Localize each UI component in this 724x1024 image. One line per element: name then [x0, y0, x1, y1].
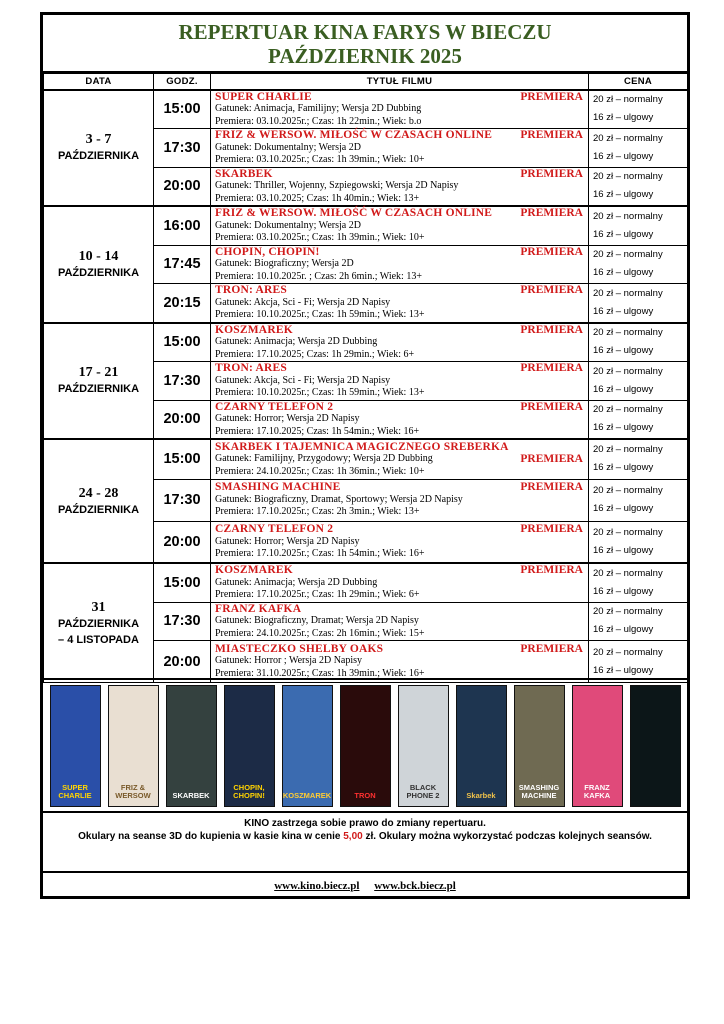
price-cell	[589, 479, 688, 521]
film-cell	[211, 167, 589, 206]
film-title: CZARNY TELEFON 2	[215, 523, 334, 535]
movie-poster	[50, 685, 101, 807]
film-cell	[211, 90, 589, 129]
price-normal: 20 zł – normalny	[593, 287, 663, 299]
film-title-line	[215, 207, 583, 220]
poster-label: SMASHING MACHINE	[518, 782, 560, 800]
poster-label: SKARBEK	[172, 790, 210, 800]
table-row	[44, 439, 688, 479]
price-cell	[589, 323, 688, 362]
poster-label: CHOPIN, CHOPIN!	[233, 782, 265, 800]
film-cell	[211, 400, 589, 439]
premiere-badge: PREMIERA	[520, 453, 583, 465]
week-date-cell	[44, 90, 154, 207]
notes-line-2-end: zł. Okulary można wykorzystać podczas kolejnych seansów.	[362, 831, 652, 842]
table-row	[44, 206, 688, 245]
film-title-line	[215, 324, 583, 337]
price-reduced: 16 zł – ulgowy	[593, 544, 654, 556]
week-month: PAŹDZIERNIKA	[57, 617, 140, 630]
table-row	[44, 90, 688, 129]
film-genre-line	[215, 453, 583, 466]
film-genre: Gatunek: Akcja, Sci - Fi; Wersja 2D Napisy	[215, 374, 391, 386]
week-days: 31	[91, 599, 106, 615]
premiere-badge: PREMIERA	[520, 523, 583, 535]
film-cell	[211, 245, 589, 284]
film-title-line	[215, 168, 583, 181]
poster-label: SUPER CHARLIE	[58, 782, 92, 800]
show-time: 17:30	[154, 362, 211, 401]
film-info: Premiera: 03.10.2025; Czas: 1h 40min.; Wiek: 13+	[215, 192, 420, 204]
film-title: TRON: ARES	[215, 362, 287, 374]
price-reduced: 16 zł – ulgowy	[593, 150, 654, 162]
week-month: PAŹDZIERNIKA	[57, 383, 140, 396]
premiere-badge: PREMIERA	[520, 167, 583, 180]
film-title-line	[215, 284, 583, 297]
film-info: Premiera: 24.10.2025r.; Czas: 1h 36min.; Wiek: 10+	[215, 465, 425, 477]
movie-poster	[224, 685, 275, 807]
film-cell	[211, 521, 589, 563]
show-time: 20:00	[154, 167, 211, 206]
price-reduced: 16 zł – ulgowy	[593, 267, 654, 279]
poster-strip	[43, 678, 687, 811]
notes-line-1: KINO zastrzega sobie prawo do zmiany repertuaru.	[244, 818, 486, 829]
price-normal: 20 zł – normalny	[593, 606, 663, 618]
film-genre: Gatunek: Dokumentalny; Wersja 2D	[215, 219, 361, 231]
week-month: PAŹDZIERNIKA	[57, 150, 140, 163]
film-info: Premiera: 17.10.2025; Czas: 1h 54min.; Wiek: 16+	[215, 425, 420, 437]
page-subtitle: PAŹDZIERNIK 2025	[268, 44, 462, 68]
film-info: Premiera: 10.10.2025r. ; Czas: 2h 6min.; Wiek: 13+	[215, 270, 422, 282]
film-cell	[211, 563, 589, 602]
column-header-date: DATA	[44, 74, 154, 90]
notes-line-2-start: Okulary na seanse 3D do kupienia w kasie kina w cenie	[78, 831, 344, 842]
film-genre: Gatunek: Animacja; Wersja 2D Dubbing	[215, 336, 378, 347]
premiere-badge: PREMIERA	[520, 362, 583, 374]
price-normal: 20 zł – normalny	[593, 171, 663, 183]
premiere-badge: PREMIERA	[520, 284, 583, 296]
film-cell	[211, 323, 589, 362]
price-normal: 20 zł – normalny	[593, 210, 663, 222]
price-cell	[589, 563, 688, 602]
link-bck[interactable]: www.bck.biecz.pl	[374, 880, 456, 892]
price-reduced: 16 zł – ulgowy	[593, 228, 654, 240]
film-title: KOSZMAREK	[215, 564, 293, 576]
film-genre: Gatunek: Biograficzny, Dramat; Wersja 2D Napisy	[215, 615, 419, 626]
movie-poster	[456, 685, 507, 807]
show-time: 15:00	[154, 323, 211, 362]
film-title: FRIZ & WERSOW. MIŁOŚĆ W CZASACH ONLINE	[215, 129, 493, 141]
price-cell	[589, 362, 688, 401]
film-cell	[211, 602, 589, 641]
movie-poster	[108, 685, 159, 807]
poster-label: KOSZMAREK	[282, 790, 332, 800]
movie-poster	[282, 685, 333, 807]
show-time: 17:30	[154, 602, 211, 641]
film-info: Premiera: 24.10.2025r.; Czas: 2h 16min.; Wiek: 15+	[215, 627, 425, 639]
show-time: 20:15	[154, 284, 211, 323]
price-normal: 20 zł – normalny	[593, 132, 663, 144]
film-info: Premiera: 10.10.2025r.; Czas: 1h 59min.; Wiek: 13+	[215, 387, 425, 398]
film-cell	[211, 479, 589, 521]
show-time: 20:00	[154, 400, 211, 439]
film-genre: Gatunek: Familijny, Przygodowy; Wersja 2D Dubbing	[215, 453, 433, 464]
price-cell	[589, 602, 688, 641]
film-info: Premiera: 10.10.2025r.; Czas: 1h 59min.; Wiek: 13+	[215, 309, 425, 320]
film-title: FRIZ & WERSOW. MIŁOŚĆ W CZASACH ONLINE	[215, 207, 493, 219]
price-normal: 20 zł – normalny	[593, 646, 663, 658]
poster-label: FRANZ KAFKA	[583, 782, 611, 800]
film-title-line	[215, 481, 583, 494]
film-title: KOSZMAREK	[215, 323, 293, 336]
week-days: 3 - 7	[85, 132, 112, 148]
film-title-line	[215, 523, 583, 536]
film-info: Premiera: 31.10.2025r.; Czas: 1h 39min.; Wiek: 16+	[215, 667, 425, 679]
notes-line-2	[43, 830, 687, 843]
film-genre: Gatunek: Animacja, Familijny; Wersja 2D Dubbing	[215, 103, 422, 114]
week-month: PAŹDZIERNIKA	[57, 266, 140, 279]
show-time: 20:00	[154, 641, 211, 683]
page-header	[43, 15, 687, 73]
schedule-table	[43, 73, 688, 683]
film-title-line	[215, 246, 583, 259]
price-cell	[589, 641, 688, 683]
price-normal: 20 zł – normalny	[593, 444, 663, 456]
price-cell	[589, 400, 688, 439]
premiere-badge: PREMIERA	[520, 323, 583, 336]
price-reduced: 16 zł – ulgowy	[593, 345, 654, 357]
show-time: 17:30	[154, 129, 211, 168]
film-title-line	[215, 603, 583, 616]
film-title-line	[215, 362, 583, 375]
column-header-title: TYTUŁ FILMU	[211, 74, 589, 90]
price-normal: 20 zł – normalny	[593, 404, 663, 416]
film-title: SUPER CHARLIE	[215, 90, 312, 103]
price-cell	[589, 245, 688, 284]
premiere-badge: PREMIERA	[520, 564, 583, 576]
notes-section	[43, 811, 687, 871]
price-cell	[589, 129, 688, 168]
table-row	[44, 563, 688, 602]
week-date-cell	[44, 439, 154, 563]
premiere-badge: PREMIERA	[520, 129, 583, 141]
week-days: 24 - 28	[78, 485, 119, 501]
week-days: 10 - 14	[78, 248, 119, 264]
week-date-cell	[44, 323, 154, 440]
film-title-line	[215, 401, 583, 414]
glasses-price: 5,00	[343, 831, 363, 842]
film-title: SKARBEK I TAJEMNICA MAGICZNEGO SREBERKA	[215, 440, 509, 453]
film-cell	[211, 641, 589, 683]
film-info: Premiera: 17.10.2025; Czas: 1h 29min.; Wiek: 6+	[215, 348, 415, 360]
price-normal: 20 zł – normalny	[593, 567, 663, 579]
price-reduced: 16 zł – ulgowy	[593, 189, 654, 201]
film-title: SMASHING MACHINE	[215, 481, 341, 494]
week-date-cell	[44, 563, 154, 683]
price-normal: 20 zł – normalny	[593, 526, 663, 538]
film-title: SKARBEK	[215, 167, 273, 180]
film-info: Premiera: 03.10.2025r.; Czas: 1h 39min.; Wiek: 10+	[215, 232, 425, 243]
movie-poster	[340, 685, 391, 807]
table-header-row	[44, 74, 688, 90]
show-time: 17:30	[154, 479, 211, 521]
movie-poster	[514, 685, 565, 807]
film-title: TRON: ARES	[215, 284, 287, 296]
film-genre: Gatunek: Animacja; Wersja 2D Dubbing	[215, 576, 378, 588]
price-reduced: 16 zł – ulgowy	[593, 585, 654, 597]
show-time: 15:00	[154, 439, 211, 479]
movie-poster	[572, 685, 623, 807]
show-time: 15:00	[154, 563, 211, 602]
price-cell	[589, 521, 688, 563]
film-cell	[211, 439, 589, 479]
film-genre: Gatunek: Horror ; Wersja 2D Napisy	[215, 655, 363, 667]
price-reduced: 16 zł – ulgowy	[593, 503, 654, 514]
film-genre: Gatunek: Horror; Wersja 2D Napisy	[215, 413, 360, 424]
film-genre: Gatunek: Biograficzny; Wersja 2D	[215, 258, 354, 269]
film-info: Premiera: 17.10.2025r.; Czas: 2h 3min.; Wiek: 13+	[215, 506, 420, 518]
premiere-badge: PREMIERA	[520, 207, 583, 219]
film-title: CZARNY TELEFON 2	[215, 400, 334, 413]
film-genre: Gatunek: Akcja, Sci - Fi; Wersja 2D Napisy	[215, 296, 391, 308]
poster-label: FRIZ & WERSOW	[115, 782, 151, 800]
links-section	[43, 871, 687, 899]
show-time: 20:00	[154, 521, 211, 563]
repertoire-sheet	[40, 12, 690, 899]
film-title-line	[215, 129, 583, 142]
film-title-line	[215, 441, 583, 454]
column-header-price: CENA	[589, 74, 688, 90]
film-title: FRANZ KAFKA	[215, 602, 302, 615]
price-cell	[589, 167, 688, 206]
page-title: REPERTUAR KINA FARYS W BIECZU	[178, 20, 552, 44]
film-cell	[211, 129, 589, 168]
poster-label: TRON	[354, 790, 376, 800]
column-header-time: GODZ.	[154, 74, 211, 90]
premiere-badge: PREMIERA	[520, 400, 583, 413]
premiere-badge: PREMIERA	[520, 481, 583, 494]
premiere-badge: PREMIERA	[520, 642, 583, 655]
week-month: PAŹDZIERNIKA	[57, 503, 140, 516]
film-cell	[211, 284, 589, 323]
film-title-line	[215, 564, 583, 577]
price-cell	[589, 90, 688, 129]
price-normal: 20 zł – normalny	[593, 94, 663, 106]
premiere-badge: PREMIERA	[520, 245, 583, 258]
table-row	[44, 323, 688, 362]
price-reduced: 16 zł – ulgowy	[593, 422, 654, 434]
film-genre: Gatunek: Horror; Wersja 2D Napisy	[215, 535, 360, 547]
week-date-cell	[44, 206, 154, 323]
show-time: 16:00	[154, 206, 211, 245]
price-cell	[589, 284, 688, 323]
show-time: 15:00	[154, 90, 211, 129]
premiere-badge: PREMIERA	[520, 90, 583, 103]
film-title-line	[215, 643, 583, 656]
movie-poster	[398, 685, 449, 807]
film-title: MIASTECZKO SHELBY OAKS	[215, 642, 384, 655]
film-info: Premiera: 17.10.2025r.; Czas: 1h 29min.; Wiek: 6+	[215, 589, 420, 600]
movie-poster	[166, 685, 217, 807]
price-reduced: 16 zł – ulgowy	[593, 305, 654, 317]
price-reduced: 16 zł – ulgowy	[593, 624, 654, 636]
film-info: Premiera: 17.10.2025r.; Czas: 1h 54min.; Wiek: 16+	[215, 548, 425, 559]
price-cell	[589, 206, 688, 245]
film-info: Premiera: 03.10.2025r.; Czas: 1h 39min.; Wiek: 10+	[215, 154, 425, 165]
film-cell	[211, 206, 589, 245]
movie-poster	[630, 685, 681, 807]
film-title: CHOPIN, CHOPIN!	[215, 245, 320, 258]
price-normal: 20 zł – normalny	[593, 327, 663, 339]
show-time: 17:45	[154, 245, 211, 284]
poster-label: Skarbek	[466, 790, 496, 800]
poster-label: BLACK PHONE 2	[406, 782, 440, 800]
price-reduced: 16 zł – ulgowy	[593, 383, 654, 395]
week-month-2: – 4 LISTOPADA	[58, 633, 139, 646]
film-genre: Gatunek: Thriller, Wojenny, Szpiegowski; Wersja 2D Napisy	[215, 180, 459, 191]
film-title-line	[215, 91, 583, 104]
week-days: 17 - 21	[78, 365, 119, 381]
film-info: Premiera: 03.10.2025r.; Czas: 1h 22min.; Wiek: b.o	[215, 115, 422, 127]
price-cell	[589, 439, 688, 479]
film-cell	[211, 362, 589, 401]
price-normal: 20 zł – normalny	[593, 249, 663, 261]
price-normal: 20 zł – normalny	[593, 485, 663, 496]
price-reduced: 16 zł – ulgowy	[593, 112, 654, 124]
price-normal: 20 zł – normalny	[593, 365, 663, 377]
film-genre: Gatunek: Dokumentalny; Wersja 2D	[215, 141, 361, 153]
film-genre: Gatunek: Biograficzny, Dramat, Sportowy; Wersja 2D Napisy	[215, 493, 463, 505]
link-kino[interactable]: www.kino.biecz.pl	[274, 880, 360, 892]
schedule-body	[44, 90, 688, 683]
price-reduced: 16 zł – ulgowy	[593, 664, 654, 676]
price-reduced: 16 zł – ulgowy	[593, 462, 654, 474]
